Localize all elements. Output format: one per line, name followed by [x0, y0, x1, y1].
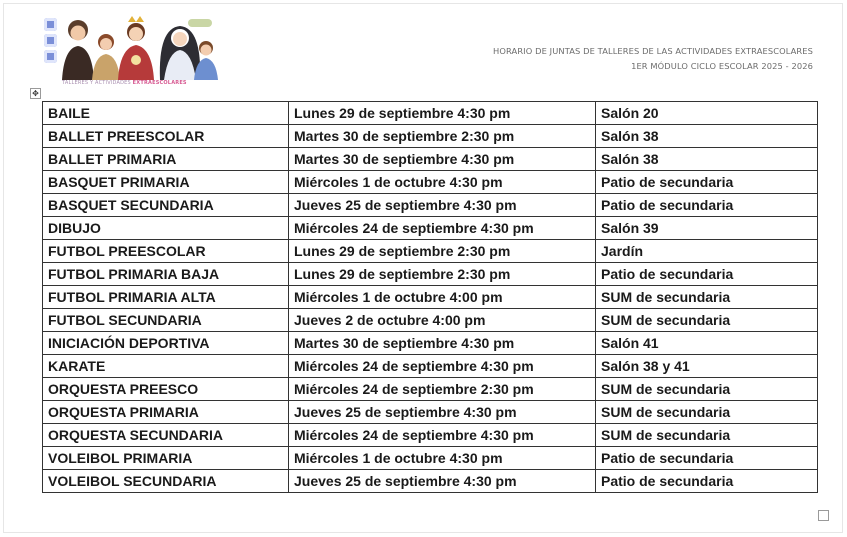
- date-cell[interactable]: Lunes 29 de septiembre 2:30 pm: [289, 240, 596, 263]
- date-cell[interactable]: Miércoles 24 de septiembre 4:30 pm: [289, 217, 596, 240]
- place-cell[interactable]: SUM de secundaria: [596, 424, 818, 447]
- place-cell[interactable]: SUM de secundaria: [596, 378, 818, 401]
- date-cell[interactable]: Jueves 2 de octubre 4:00 pm: [289, 309, 596, 332]
- place-cell[interactable]: Salón 39: [596, 217, 818, 240]
- place-cell[interactable]: Patio de secundaria: [596, 171, 818, 194]
- activity-cell[interactable]: BALLET PREESCOLAR: [43, 125, 289, 148]
- place-cell[interactable]: Patio de secundaria: [596, 263, 818, 286]
- date-cell[interactable]: Lunes 29 de septiembre 2:30 pm: [289, 263, 596, 286]
- place-cell[interactable]: Jardín: [596, 240, 818, 263]
- place-cell[interactable]: SUM de secundaria: [596, 309, 818, 332]
- table-row: [43, 240, 818, 263]
- date-cell[interactable]: Jueves 25 de septiembre 4:30 pm: [289, 470, 596, 493]
- place-cell[interactable]: Salón 38: [596, 125, 818, 148]
- date-cell[interactable]: Lunes 29 de septiembre 4:30 pm: [289, 102, 596, 125]
- place-cell[interactable]: Patio de secundaria: [596, 194, 818, 217]
- activity-cell[interactable]: BASQUET SECUNDARIA: [43, 194, 289, 217]
- activity-cell[interactable]: VOLEIBOL PRIMARIA: [43, 447, 289, 470]
- activity-cell[interactable]: ORQUESTA PREESCO: [43, 378, 289, 401]
- logo-caption-main: TALLERES Y ACTIVIDADES: [62, 80, 131, 86]
- activity-cell[interactable]: FUTBOL PRIMARIA ALTA: [43, 286, 289, 309]
- activity-cell[interactable]: ORQUESTA PRIMARIA: [43, 401, 289, 424]
- activity-cell[interactable]: FUTBOL PRIMARIA BAJA: [43, 263, 289, 286]
- date-cell[interactable]: Jueves 25 de septiembre 4:30 pm: [289, 194, 596, 217]
- date-cell[interactable]: Martes 30 de septiembre 2:30 pm: [289, 125, 596, 148]
- place-cell[interactable]: Salón 38 y 41: [596, 355, 818, 378]
- header-title-line-2: 1ER MÓDULO CICLO ESCOLAR 2025 - 2026: [631, 61, 813, 71]
- activity-cell[interactable]: FUTBOL PREESCOLAR: [43, 240, 289, 263]
- school-logo: [44, 14, 224, 86]
- date-cell[interactable]: Miércoles 24 de septiembre 2:30 pm: [289, 378, 596, 401]
- date-cell[interactable]: Martes 30 de septiembre 4:30 pm: [289, 332, 596, 355]
- activity-cell[interactable]: DIBUJO: [43, 217, 289, 240]
- schedule-table: [42, 101, 818, 493]
- table-row: [43, 125, 818, 148]
- date-cell[interactable]: Miércoles 24 de septiembre 4:30 pm: [289, 355, 596, 378]
- activity-cell[interactable]: ORQUESTA SECUNDARIA: [43, 424, 289, 447]
- date-cell[interactable]: Miércoles 1 de octubre 4:00 pm: [289, 286, 596, 309]
- table-row: [43, 171, 818, 194]
- activity-cell[interactable]: VOLEIBOL SECUNDARIA: [43, 470, 289, 493]
- table-row: [43, 309, 818, 332]
- table-row: [43, 401, 818, 424]
- table-row: [43, 424, 818, 447]
- table-row: [43, 286, 818, 309]
- table-move-handle-icon[interactable]: ✥: [30, 88, 41, 99]
- activity-cell[interactable]: FUTBOL SECUNDARIA: [43, 309, 289, 332]
- date-cell[interactable]: Jueves 25 de septiembre 4:30 pm: [289, 401, 596, 424]
- logo-caption-accent: EXTRAESCOLARES: [132, 80, 187, 86]
- activity-cell[interactable]: BAILE: [43, 102, 289, 125]
- place-cell[interactable]: SUM de secundaria: [596, 401, 818, 424]
- date-cell[interactable]: Martes 30 de septiembre 4:30 pm: [289, 148, 596, 171]
- header-title-line-1: HORARIO DE JUNTAS DE TALLERES DE LAS ACTIVIDADES EXTRAESCOLARES: [493, 46, 813, 56]
- table-row: [43, 263, 818, 286]
- place-cell[interactable]: Salón 38: [596, 148, 818, 171]
- date-cell[interactable]: Miércoles 1 de octubre 4:30 pm: [289, 171, 596, 194]
- date-cell[interactable]: Miércoles 24 de septiembre 4:30 pm: [289, 424, 596, 447]
- place-cell[interactable]: SUM de secundaria: [596, 286, 818, 309]
- logo-caption: [62, 80, 187, 86]
- table-row: [43, 470, 818, 493]
- table-row: [43, 194, 818, 217]
- place-cell[interactable]: Salón 41: [596, 332, 818, 355]
- activity-cell[interactable]: BALLET PRIMARIA: [43, 148, 289, 171]
- activity-cell[interactable]: INICIACIÓN DEPORTIVA: [43, 332, 289, 355]
- place-cell[interactable]: Patio de secundaria: [596, 470, 818, 493]
- table-resize-handle-icon[interactable]: [818, 510, 829, 521]
- table-row: [43, 217, 818, 240]
- date-cell[interactable]: Miércoles 1 de octubre 4:30 pm: [289, 447, 596, 470]
- place-cell[interactable]: Patio de secundaria: [596, 447, 818, 470]
- table-row: [43, 102, 818, 125]
- activity-cell[interactable]: KARATE: [43, 355, 289, 378]
- document-header: [493, 44, 813, 74]
- activity-cell[interactable]: BASQUET PRIMARIA: [43, 171, 289, 194]
- table-row: [43, 332, 818, 355]
- table-row: [43, 355, 818, 378]
- table-row: [43, 378, 818, 401]
- place-cell[interactable]: Salón 20: [596, 102, 818, 125]
- table-row: [43, 148, 818, 171]
- logo-tag: [188, 19, 212, 27]
- table-row: [43, 447, 818, 470]
